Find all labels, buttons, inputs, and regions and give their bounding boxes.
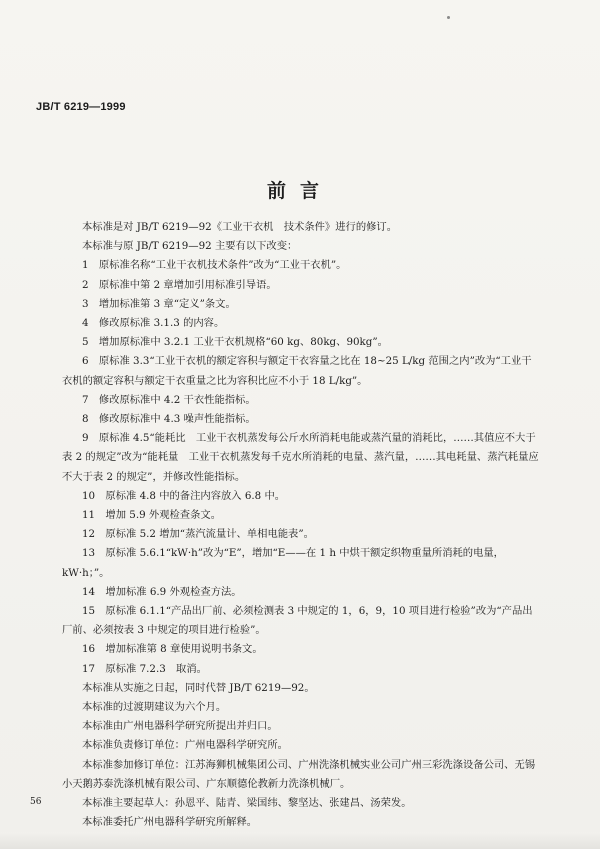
scan-speck — [447, 16, 450, 19]
paragraph-drafters: 本标准主要起草人：孙恩平、陆青、梁国纬、黎坚达、张建昌、汤荣发。 — [82, 797, 412, 810]
change-item-4: 4 修改原标准 3.1.3 的内容。 — [82, 317, 225, 330]
scan-edge — [0, 832, 600, 849]
change-item-8: 8 修改原标准中 4.3 噪声性能指标。 — [82, 413, 256, 426]
paragraph-responsible-unit: 本标准负责修订单位：广州电器科学研究所。 — [82, 739, 288, 752]
document-body — [62, 218, 540, 833]
paragraph-intro: 本标准是对 JB/T 6219—92《工业干衣机 技术条件》进行的修订。 — [82, 221, 398, 233]
change-item-6: 6 原标准 3.3“工业干衣机的额定容积与额定干衣容量之比在 18~25 L/kg 范围之内”改为“工业干衣机的额定容积与额定干衣重量之比为容积比应不小于 18 L/kg”。 — [62, 355, 532, 387]
change-item-14: 14 增加标准 6.9 外观检查方法。 — [82, 585, 242, 598]
paragraph-transition: 本标准的过渡期建议为六个月。 — [82, 701, 227, 714]
change-item-2: 2 原标准中第 2 章增加引用标准引导语。 — [82, 278, 277, 291]
page-number: 56 — [30, 797, 42, 807]
change-item-16: 16 增加标准第 8 章使用说明书条文。 — [82, 643, 263, 656]
paragraph-proposer: 本标准由广州电器科学研究所提出并归口。 — [82, 720, 278, 733]
page-title: 前言 — [266, 180, 333, 202]
change-item-15: 15 原标准 6.1.1“产品出厂前、必须检测表 3 中规定的 1，6，9，10 项目进行检验”改为“产品出厂前、必须按表 3 中规定的项目进行检验”。 — [62, 605, 533, 637]
change-item-13: 13 原标准 5.6.1“kW·h”改为“E”，增加“E——在 1 h 中烘干额定织物重量所消耗的电量，kW·h；”。 — [62, 547, 504, 579]
change-item-9: 9 原标准 4.5“能耗比 工业干衣机蒸发每公斤水所消耗电能或蒸汽量的消耗比，……其值应不大于表 2 的规定”改为“能耗量 工业干衣机蒸发每千克水所消耗的电量、蒸汽量，……其电耗量、蒸汽耗量应不大于表 2 的规定”，并修改性能指标。 — [62, 432, 539, 483]
change-item-12: 12 原标准 5.2 增加“蒸汽流量计、单相电能表”。 — [82, 528, 314, 541]
change-item-11: 11 增加 5.9 外观检查条文。 — [82, 509, 221, 522]
change-item-3: 3 增加标准第 3 章“定义”条文。 — [82, 297, 236, 310]
change-item-17: 17 原标准 7.2.3 取消。 — [82, 662, 207, 675]
paragraph-replaces: 本标准从实施之日起，同时代替 JB/T 6219—92。 — [82, 681, 315, 694]
change-item-10: 10 原标准 4.8 中的备注内容放入 6.8 中。 — [82, 489, 286, 502]
change-item-7: 7 修改原标准中 4.2 干衣性能指标。 — [82, 393, 256, 406]
change-item-5: 5 增加原标准中 3.2.1 工业干衣机规格“60 kg、80kg、90kg”。 — [82, 336, 388, 349]
paragraph-changes-lead: 本标准与原 JB/T 6219—92 主要有以下改变： — [82, 240, 298, 253]
paragraph-interpretation: 本标准委托广州电器科学研究所解释。 — [82, 816, 258, 829]
standard-code: JB/T 6219—1999 — [36, 101, 126, 113]
change-item-1: 1 原标准名称“工业干衣机技术条件”改为“工业干衣机”。 — [82, 259, 347, 272]
paragraph-participating-units: 本标准参加修订单位：江苏海狮机械集团公司、广州洗涤机械实业公司广州三彩洗涤设备公司、无锡小天鹅苏泰洗涤机械有限公司、广东顺德伦教新力洗涤机械厂。 — [62, 758, 536, 790]
